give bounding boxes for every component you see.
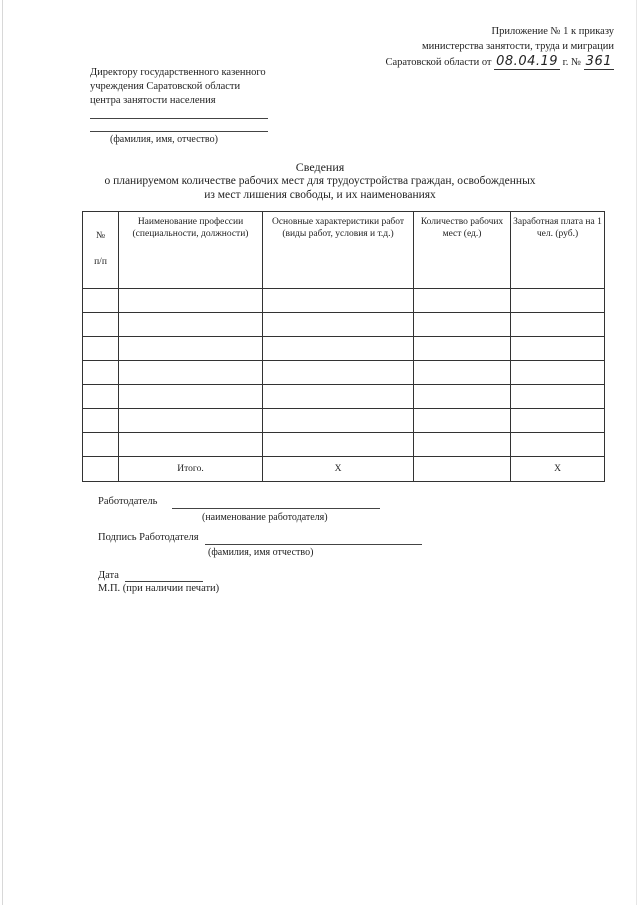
appendix-line1: Приложение № 1 к приказу [491, 26, 614, 37]
addressee-line2: учреждения Саратовской области [90, 81, 241, 92]
table-header-row [83, 212, 605, 289]
appendix-line2: министерства занятости, труда и миграции [422, 41, 614, 52]
header-number-symbol: № [95, 231, 106, 241]
total-cell-count [414, 457, 511, 482]
header-number-pp: п/п [94, 257, 107, 267]
stamp-label: М.П. (при наличии печати) [98, 583, 220, 594]
addressee-block [90, 66, 266, 108]
appendix-g-label: г. № [562, 57, 582, 68]
table-row [83, 361, 605, 385]
addressee-fio-caption: (фамилия, имя, отчество) [110, 134, 218, 145]
signature-fill-line [205, 544, 422, 545]
header-salary: Заработная плата на 1 чел. (руб.) [511, 212, 605, 289]
date-label: Дата [98, 570, 119, 581]
employer-label: Работодатель [98, 496, 158, 507]
appendix-date-handwritten: 08.04.19 [496, 54, 559, 69]
table-row [83, 409, 605, 433]
table-row [83, 337, 605, 361]
header-count: Количество рабочих мест (ед.) [414, 212, 511, 289]
table-row [83, 313, 605, 337]
addressee-line1: Директору государственного казенного [90, 67, 266, 78]
table-row [83, 385, 605, 409]
title-heading: Сведения [295, 160, 345, 174]
total-cell-salary: X [511, 457, 605, 482]
total-cell-characteristics: X [263, 457, 414, 482]
title-line1: о планируемом количестве рабочих мест для трудоустройства граждан, освобожденных [104, 175, 536, 187]
table-total-row [83, 457, 605, 482]
appendix-line3-prefix: Саратовской области от [385, 57, 492, 68]
total-cell-label: Итого. [119, 457, 263, 482]
workplaces-table [82, 211, 605, 482]
addressee-fill-line-2 [90, 131, 268, 132]
date-fill-line [125, 581, 203, 582]
appendix-header [385, 24, 614, 70]
signature-label: Подпись Работодателя [98, 532, 199, 543]
scan-edge-right [636, 0, 637, 905]
employer-caption: (наименование работодателя) [202, 512, 328, 523]
signature-caption: (фамилия, имя отчество) [208, 547, 314, 558]
header-characteristics: Основные характеристики работ (виды работ, условия и т.д.) [263, 212, 414, 289]
employer-fill-line [172, 508, 380, 509]
header-number [83, 212, 119, 289]
header-profession: Наименование профессии (специальности, должности) [119, 212, 263, 289]
table-row [83, 289, 605, 313]
title-line2: из мест лишения свободы, и их наименованиях [204, 189, 436, 201]
total-cell-number [83, 457, 119, 482]
appendix-line3 [385, 54, 614, 70]
scan-edge-left [2, 0, 3, 905]
table-row [83, 433, 605, 457]
addressee-line3: центра занятости населения [90, 95, 216, 106]
document-title [0, 160, 640, 202]
appendix-number-handwritten: 361 [585, 54, 612, 69]
addressee-fill-line-1 [90, 118, 268, 119]
